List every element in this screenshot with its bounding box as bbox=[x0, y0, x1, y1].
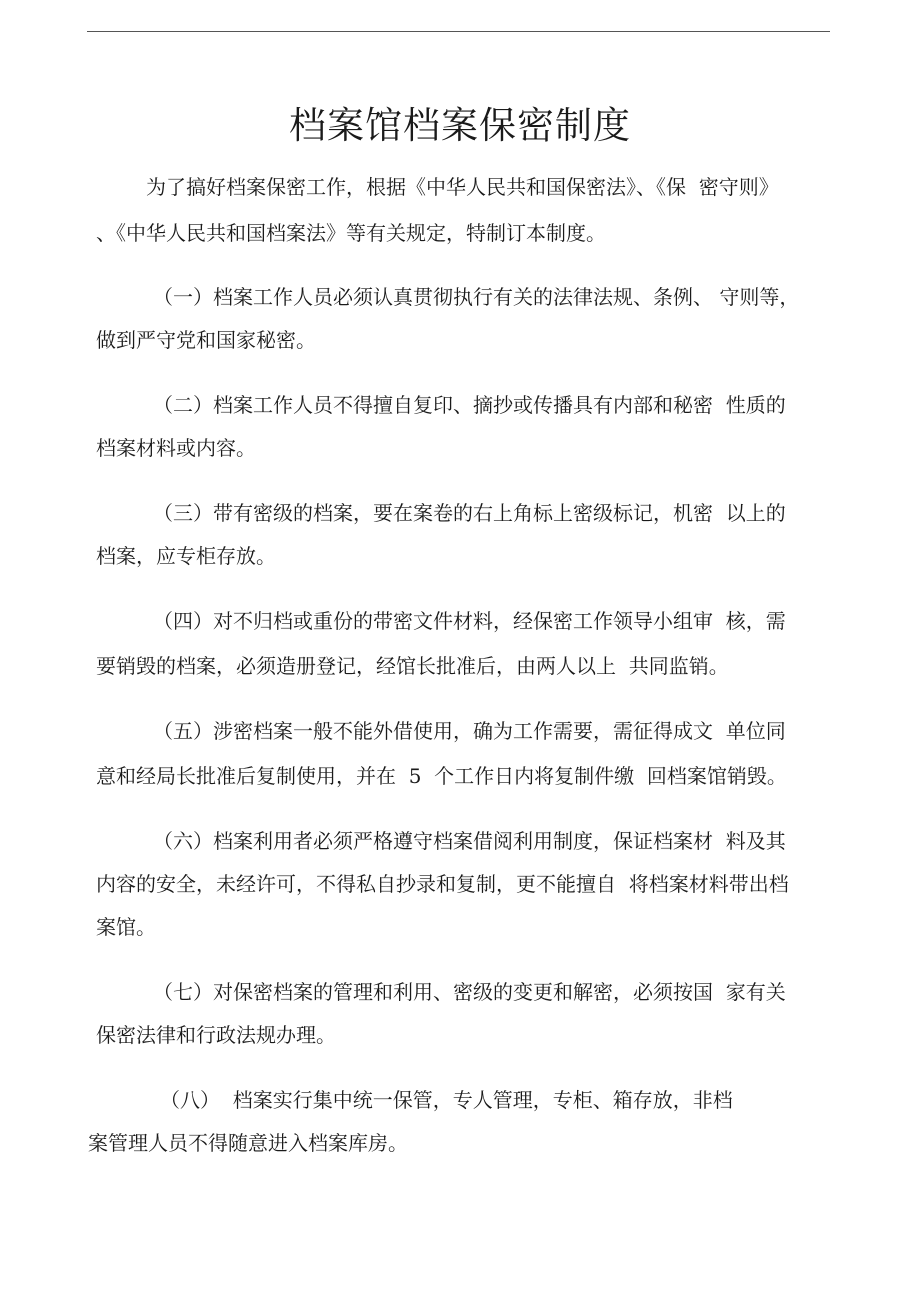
clause-line: （一）档案工作人员必须认真贯彻执行有关的法律法规、条例、 守则等， bbox=[153, 285, 800, 309]
clause-line: 案馆。 bbox=[96, 915, 156, 939]
clause-line: （八） 档案实行集中统一保管，专人管理，专柜、箱存放，非档 bbox=[160, 1088, 733, 1112]
clause-line: 做到严守党和国家秘密。 bbox=[96, 328, 316, 352]
clause-line: 案管理人员不得随意进入档案库房。 bbox=[88, 1131, 408, 1155]
header-rule bbox=[87, 31, 830, 32]
clause-line: 要销毁的档案，必须造册登记，经馆长批准后，由两人以上 共同监销。 bbox=[96, 654, 729, 678]
clause-line: 保密法律和行政法规办理。 bbox=[96, 1023, 336, 1047]
clause-line: （六）档案利用者必须严格遵守档案借阅利用制度，保证档案材 料及其 bbox=[153, 829, 786, 853]
clause-line: （四）对不归档或重份的带密文件材料，经保密工作领导小组审 核，需 bbox=[153, 609, 786, 633]
clause-line: （三）带有密级的档案，要在案卷的右上角标上密级标记，机密 以上的 bbox=[153, 501, 786, 525]
intro-line-2: 、《中华人民共和国档案法》等有关规定，特制订本制度。 bbox=[96, 221, 606, 245]
clause-line: 意和经局长批准后复制使用，并在 5 个工作日内将复制件缴 回档案馆销毁。 bbox=[96, 764, 787, 788]
clause-line: 内容的安全，未经许可，不得私自抄录和复制，更不能擅自 将档案材料带出档 bbox=[96, 872, 789, 896]
clause-line: （五）涉密档案一般不能外借使用，确为工作需要，需征得成文 单位同 bbox=[153, 719, 786, 743]
clause-line: （七）对保密档案的管理和利用、密级的变更和解密，必须按国 家有关 bbox=[153, 980, 786, 1004]
clause-line: 档案材料或内容。 bbox=[96, 436, 256, 460]
clause-line: 档案，应专柜存放。 bbox=[96, 544, 276, 568]
document-title: 档案馆档案保密制度 bbox=[289, 104, 631, 147]
intro-line-1: 为了搞好档案保密工作，根据《中华人民共和国保密法》、《保 密守则》 bbox=[146, 175, 779, 199]
clause-line: （二）档案工作人员不得擅自复印、摘抄或传播具有内部和秘密 性质的 bbox=[153, 393, 786, 417]
